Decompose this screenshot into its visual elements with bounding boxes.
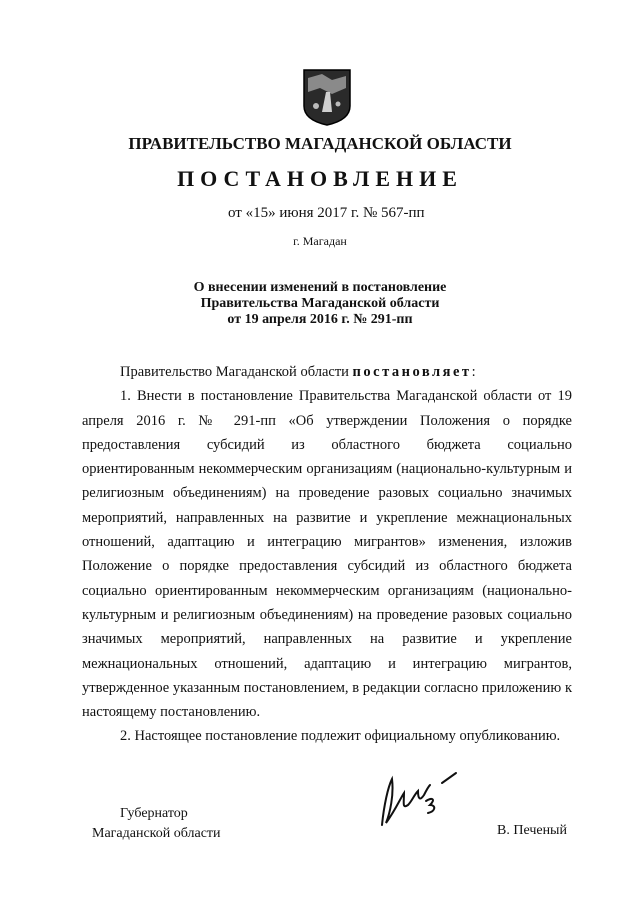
document-type: ПОСТАНОВЛЕНИЕ: [177, 166, 463, 191]
governor-title-line-1: Губернатор: [120, 806, 188, 821]
document-body: [82, 360, 572, 749]
governor-title: [92, 804, 221, 844]
subject-line-2: Правительства Магаданской области: [200, 296, 440, 311]
subject-line-1: О внесении изменений в постановление: [193, 280, 447, 295]
signer-name: В. Печеный: [497, 823, 567, 838]
subject-line-3: от 19 апреля 2016 г. № 291-пп: [227, 312, 413, 327]
document-date: от «15» июня 2017 г. № 567-пп: [228, 205, 425, 221]
coat-of-arms-icon: [302, 68, 352, 126]
organization-name: ПРАВИТЕЛЬСТВО МАГАДАНСКОЙ ОБЛАСТИ: [128, 134, 512, 153]
document-subject: [0, 280, 640, 328]
document-city: г. Магадан: [293, 234, 347, 248]
intro-emphasis: постановляет: [352, 364, 472, 380]
governor-title-line-2: Магаданской области: [92, 826, 221, 841]
intro-colon: :: [471, 364, 476, 380]
item-2-paragraph: 2. Настоящее постановление подлежит официальному опубликованию.: [120, 728, 561, 745]
item-1-paragraph: 1. Внести в постановление Правительства Магаданской области от 19 апреля 2016 г. № 291-пп «Об утверждении Положения о порядке предоставления субсидий из областного бюджета социально ориентированным некоммерческим организациям (национально-культурным и религиозным объединениям) на проведение разовых социально значимых мероприятий, направленных на развитие и укрепление межнациональных отношений, адаптацию и интеграцию мигрантов» изменения, изложив Положение о порядке предоставления субсидий из областного бюджета социально ориентированным некоммерческим организациям (национально-культурным и религиозным объединениям) на проведение разовых социально значимых мероприятий, направленных на развитие и укрепление межнациональных отношений, адаптацию и интеграцию мигрантов, утвержденное указанным постановлением, в редакции согласно приложению к настоящему постановлению.: [82, 388, 572, 721]
handwritten-signature-icon: [370, 765, 470, 835]
intro-paragraph: [82, 360, 572, 384]
intro-text: Правительство Магаданской области: [120, 364, 349, 380]
